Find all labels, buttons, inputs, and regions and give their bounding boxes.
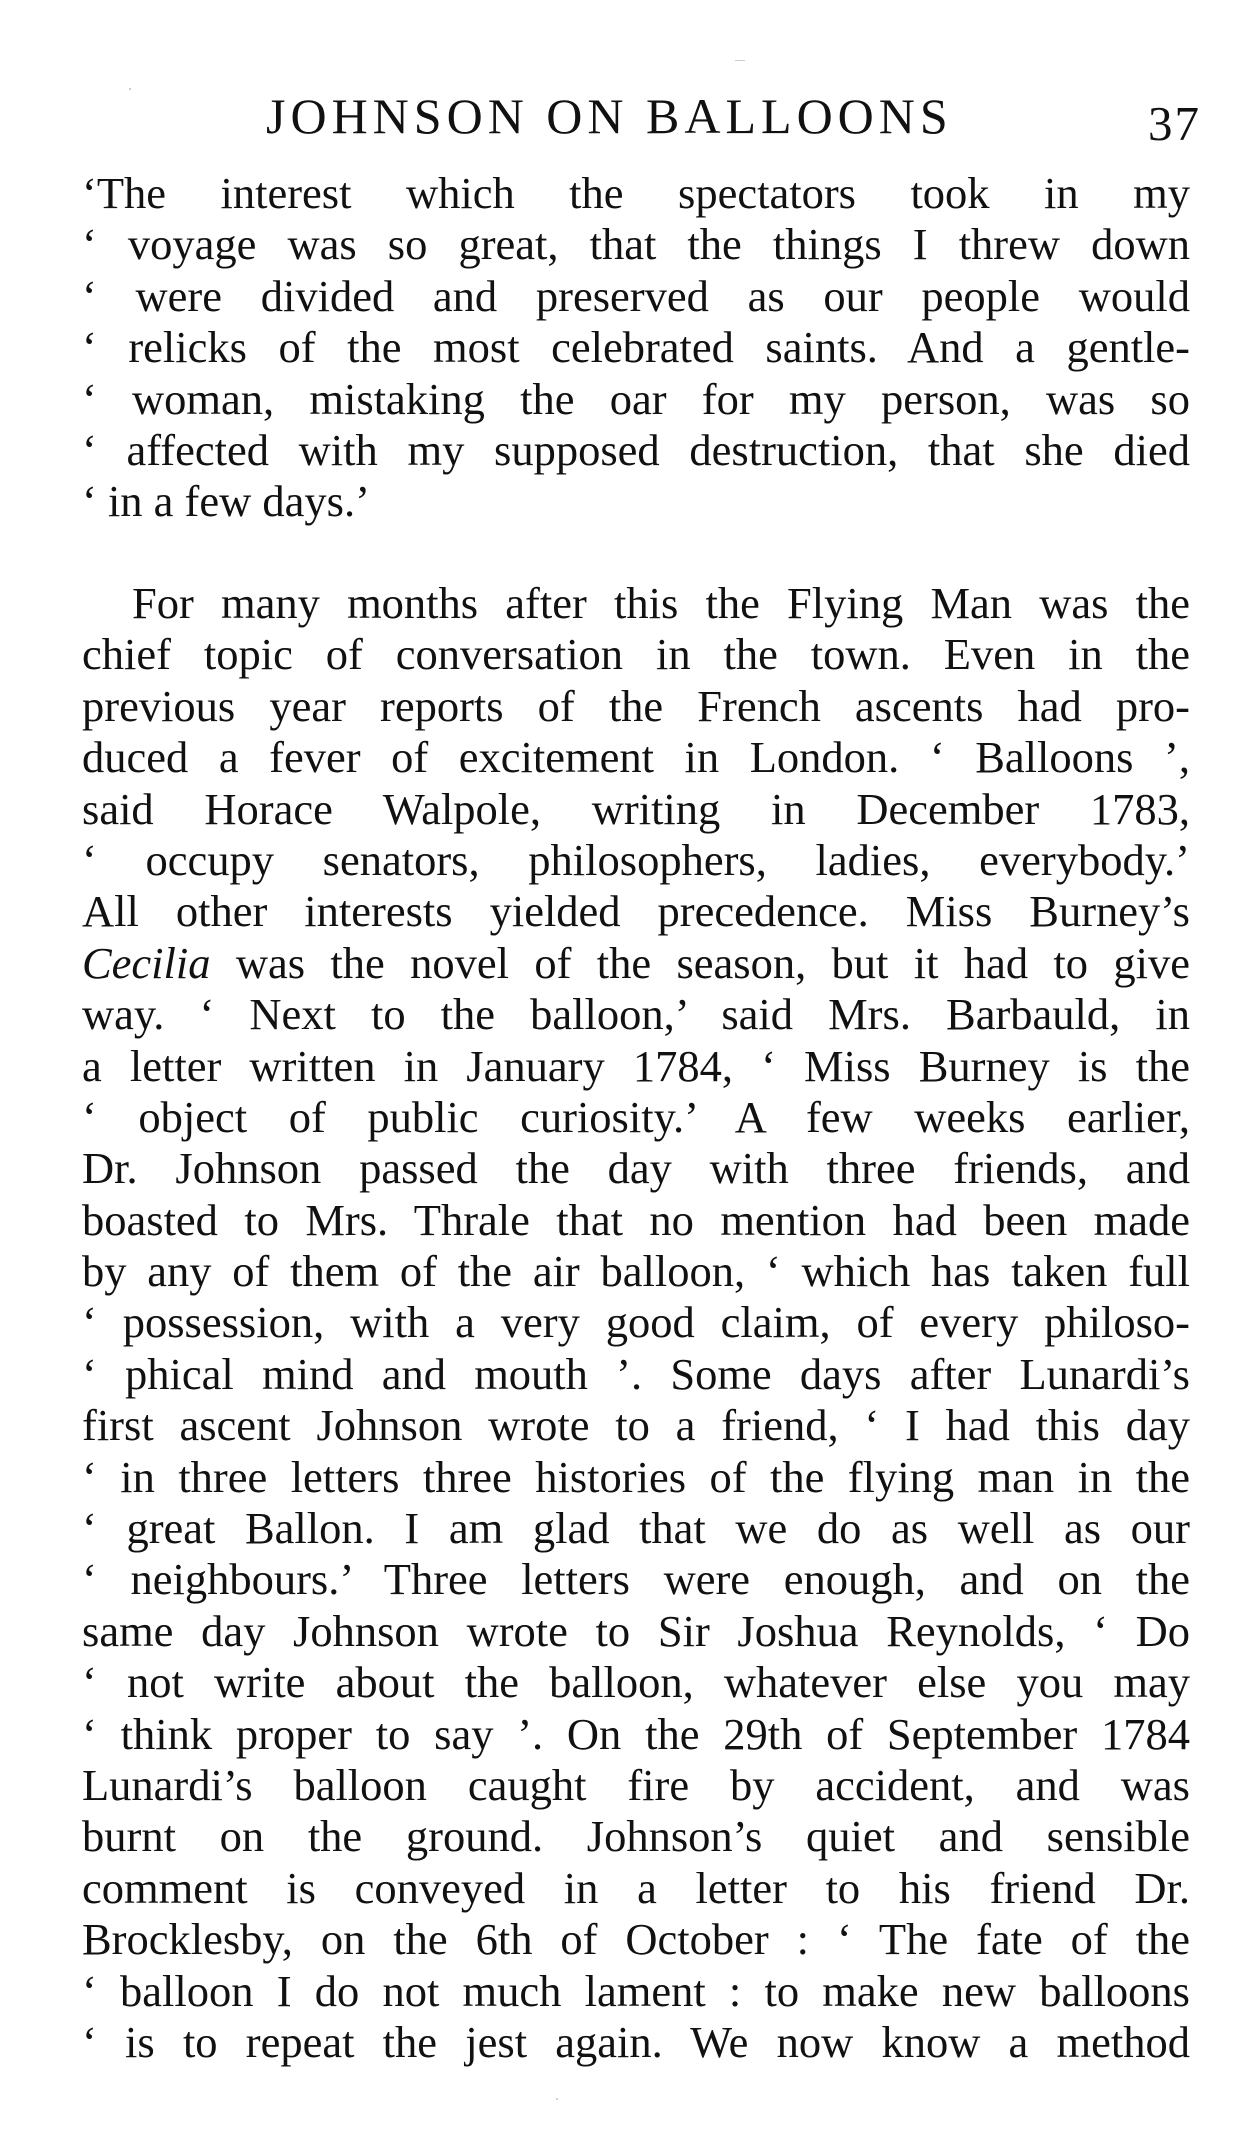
text-line: ‘ affected with my supposed destruction, that she died — [82, 424, 1190, 475]
text-line: ‘ object of public curiosity.’ A few weeks earlier, — [82, 1091, 1190, 1142]
text-line: ‘ possession, with a very good claim, of every philoso- — [82, 1297, 1190, 1348]
text-line: burnt on the ground. Johnson’s quiet and sensible — [82, 1811, 1190, 1862]
text-line: ‘ phical mind and mouth ’. Some days after Lunardi’s — [82, 1348, 1190, 1399]
text-line: said Horace Walpole, writing in December 1783, — [82, 783, 1190, 834]
text-line: previous year reports of the French ascents had pro- — [82, 680, 1190, 731]
quoted-paragraph — [82, 168, 1190, 528]
text-line: ‘ in three letters three histories of the flying man in the — [82, 1451, 1190, 1502]
text-line: ‘ woman, mistaking the oar for my person, was so — [82, 373, 1190, 424]
text-line: Brocklesby, on the 6th of October : ‘ The fate of the — [82, 1914, 1190, 1965]
text-line: ‘ balloon I do not much lament : to make new balloons — [82, 1965, 1190, 2016]
text-line-with-italic-title: Cecilia was the novel of the season, but it had to give — [82, 937, 1190, 988]
paper-speck — [129, 88, 131, 90]
text-line: same day Johnson wrote to Sir Joshua Reynolds, ‘ Do — [82, 1605, 1190, 1656]
page-number: 37 — [1148, 96, 1201, 151]
book-title-italic: Cecilia — [82, 937, 211, 988]
text-line: ‘ voyage was so great, that the things I threw down — [82, 219, 1190, 270]
text-line: chief topic of conversation in the town. Even in the — [82, 629, 1190, 680]
page-header — [266, 80, 1201, 152]
body-paragraph — [82, 578, 1190, 2068]
text-line: comment is conveyed in a letter to his friend Dr. — [82, 1862, 1190, 1913]
text-line: For many months after this the Flying Man was the — [132, 578, 1190, 628]
text-line: All other interests yielded precedence. Miss Burney’s — [82, 886, 1190, 937]
text-line: ‘ not write about the balloon, whatever else you may — [82, 1657, 1190, 1708]
text-line: Lunardi’s balloon caught fire by accident, and was — [82, 1759, 1190, 1810]
text-line: duced a fever of excitement in London. ‘ Balloons ’, — [82, 732, 1190, 783]
text-line: Dr. Johnson passed the day with three friends, and — [82, 1143, 1190, 1194]
text-line: ‘ occupy senators, philosophers, ladies, everybody.’ — [82, 834, 1190, 885]
text-line: boasted to Mrs. Thrale that no mention had been made — [82, 1194, 1190, 1245]
text-line: ‘ relicks of the most celebrated saints. And a gentle- — [82, 322, 1190, 373]
text-line: ‘ great Ballon. I am glad that we do as well as our — [82, 1503, 1190, 1554]
text-line: first ascent Johnson wrote to a friend, ‘ I had this day — [82, 1400, 1190, 1451]
text-line: a letter written in January 1784, ‘ Miss Burney is the — [82, 1040, 1190, 1091]
text-line: ‘The interest which the spectators took in my — [82, 168, 1190, 218]
text-line: ‘ neighbours.’ Three letters were enough, and on the — [82, 1554, 1190, 1605]
text-line: ‘ in a few days.’ — [82, 476, 370, 527]
running-title: JOHNSON ON BALLOONS — [266, 88, 953, 144]
text-line: by any of them of the air balloon, ‘ which has taken full — [82, 1246, 1190, 1297]
text-line: ‘ think proper to say ’. On the 29th of September 1784 — [82, 1708, 1190, 1759]
text-line: way. ‘ Next to the balloon,’ said Mrs. Barbauld, in — [82, 989, 1190, 1040]
text-line: ‘ is to repeat the jest again. We now know a method — [82, 2016, 1190, 2067]
paper-speck — [556, 2098, 558, 2100]
paper-speck — [735, 60, 745, 61]
text-line: ‘ were divided and preserved as our people would — [82, 270, 1190, 321]
